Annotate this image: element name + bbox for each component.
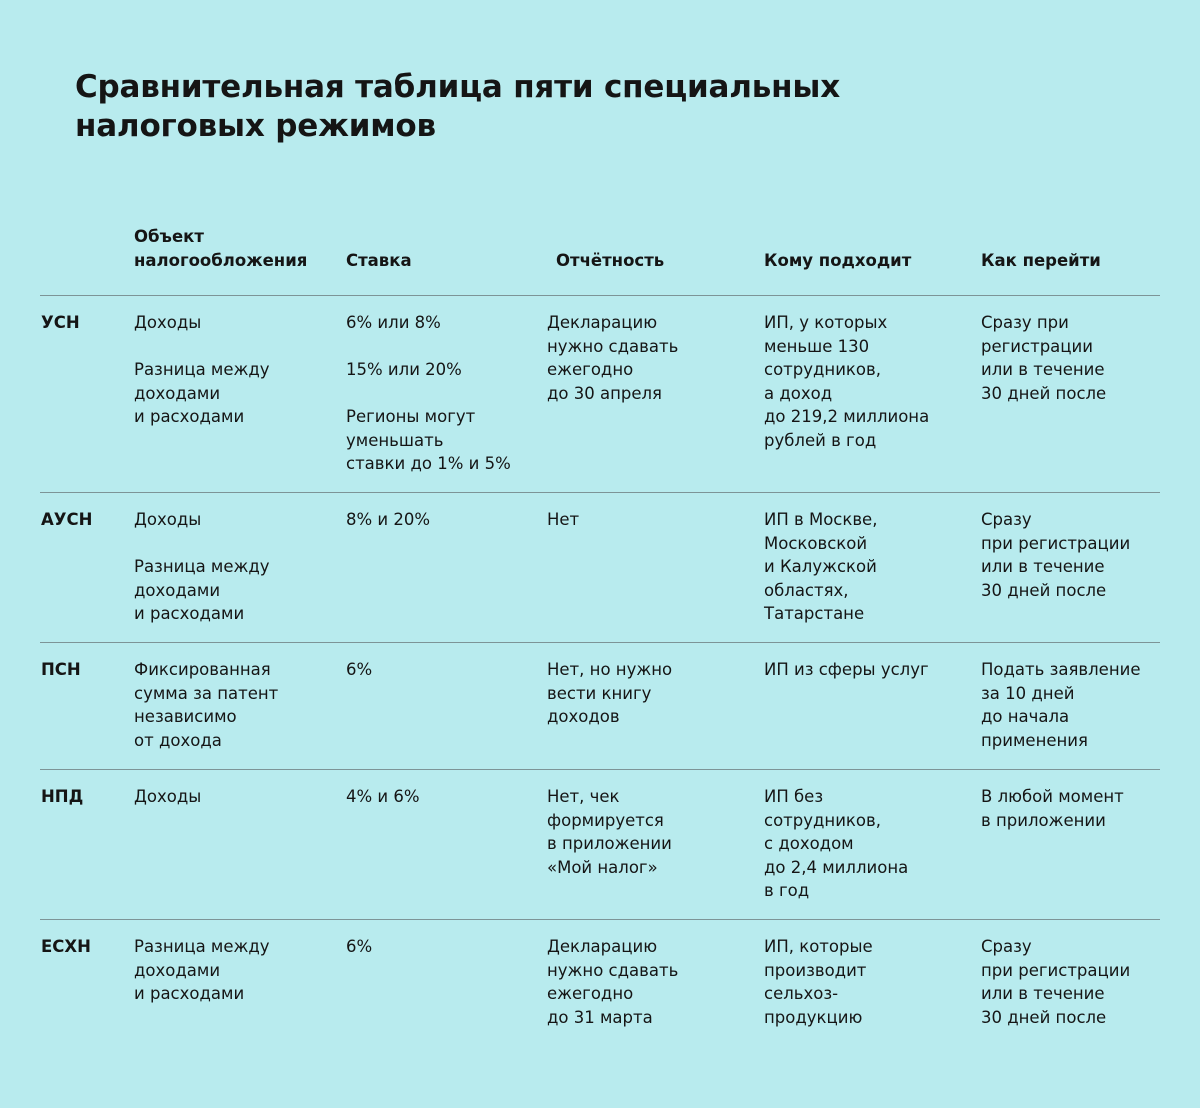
cell-switch (981, 311, 1106, 405)
cell-text-line: ИП в Москве, (764, 510, 878, 529)
cell-text-line: в год (764, 881, 810, 900)
cell-switch (981, 508, 1130, 602)
cell-text-line: Декларацию (547, 937, 658, 956)
cell-object (134, 508, 270, 626)
cell-text-line: доходов (547, 707, 620, 726)
column-header-suits: Кому подходит (764, 251, 912, 270)
cell-reporting (547, 935, 678, 1029)
cell-reporting (547, 508, 579, 532)
cell-rate (346, 311, 511, 476)
cell-paragraph (346, 405, 511, 476)
cell-text-line: сельхоз- (764, 984, 839, 1003)
cell-object (134, 658, 278, 752)
cell-paragraph (981, 785, 1124, 832)
cell-paragraph (764, 311, 929, 452)
cell-text-line: рублей в год (764, 430, 877, 450)
cell-paragraph (764, 658, 929, 682)
row-divider (40, 492, 1160, 493)
cell-paragraph (764, 935, 873, 1029)
cell-text-line: уменьшать (346, 430, 444, 450)
cell-text-line: ИП, у которых (764, 313, 888, 332)
cell-suits (764, 935, 873, 1029)
cell-text-line: Фиксированная (134, 660, 271, 679)
cell-paragraph (134, 358, 270, 429)
cell-text-line: Сразу (981, 510, 1032, 529)
cell-text-line: Татарстане (764, 604, 865, 623)
cell-text-line: до начала (981, 707, 1070, 726)
cell-text-line: Московской (764, 533, 868, 553)
cell-paragraph (764, 785, 908, 903)
cell-text-line: или в течение (981, 984, 1105, 1003)
regime-name: ПСН (41, 660, 81, 679)
cell-paragraph (346, 935, 372, 959)
cell-rate (346, 508, 430, 532)
cell-text-line: продукцию (764, 1007, 863, 1027)
cell-switch (981, 935, 1130, 1029)
cell-switch (981, 658, 1141, 752)
cell-text-line: В любой момент (981, 787, 1124, 806)
cell-paragraph (134, 508, 270, 532)
cell-suits (764, 785, 908, 903)
cell-text-line: 30 дней после (981, 1007, 1107, 1027)
cell-object (134, 311, 270, 429)
cell-text-line: формируется (547, 810, 664, 830)
cell-paragraph (134, 658, 278, 752)
cell-text-line: ежегодно (547, 984, 634, 1003)
cell-text-line: «Мой налог» (547, 857, 658, 877)
cell-text-line: 6% или 8% (346, 313, 441, 332)
cell-text-line: ИП из сферы услуг (764, 660, 929, 679)
cell-switch (981, 785, 1124, 832)
cell-reporting (547, 658, 672, 729)
cell-text-line: доходами (134, 383, 221, 403)
cell-text-line: или в течение (981, 360, 1105, 379)
cell-object (134, 785, 201, 809)
cell-text-line: и Калужской (764, 557, 877, 576)
cell-text-line: областях, (764, 580, 849, 600)
cell-paragraph (134, 785, 201, 809)
cell-paragraph (981, 311, 1106, 405)
column-header-rate: Ставка (346, 251, 412, 270)
cell-text-line: Сразу (981, 937, 1032, 956)
cell-text-line: с доходом (764, 834, 854, 853)
regime-name: УСН (41, 313, 80, 332)
cell-text-line: Разница между (134, 937, 270, 956)
cell-text-line: за 10 дней (981, 683, 1075, 703)
row-divider (40, 919, 1160, 920)
cell-text-line: доходами (134, 960, 221, 980)
cell-text-line: Нет, чек (547, 787, 620, 806)
cell-text-line: ежегодно (547, 360, 634, 379)
cell-text-line: нужно сдавать (547, 960, 679, 980)
cell-paragraph (981, 935, 1130, 1029)
cell-text-line: до 30 апреля (547, 383, 662, 403)
cell-paragraph (981, 658, 1141, 752)
cell-text-line: или в течение (981, 557, 1105, 576)
cell-text-line: Сразу при (981, 313, 1069, 332)
cell-paragraph (346, 358, 511, 382)
cell-suits (764, 508, 877, 626)
row-divider (40, 642, 1160, 643)
regime-name: АУСН (41, 510, 93, 529)
cell-text-line: Регионы могут (346, 407, 476, 426)
page-title (75, 68, 975, 146)
cell-suits (764, 658, 929, 682)
cell-text-line: регистрации (981, 336, 1093, 356)
cell-text-line: а доход (764, 383, 833, 403)
cell-paragraph (346, 311, 511, 335)
cell-text-line: 6% (346, 660, 373, 679)
cell-paragraph (547, 785, 672, 879)
column-header-object-line-2: налогообложения (134, 250, 308, 270)
cell-text-line: вести книгу (547, 683, 652, 703)
cell-text-line: до 219,2 миллиона (764, 407, 930, 426)
regime-name: ЕСХН (41, 937, 91, 956)
cell-reporting (547, 311, 678, 405)
cell-text-line: от дохода (134, 730, 222, 750)
cell-reporting (547, 785, 672, 879)
cell-text-line: Подать заявление (981, 660, 1141, 679)
cell-text-line: 6% (346, 937, 373, 956)
cell-text-line: Доходы (134, 313, 202, 332)
cell-text-line: при регистрации (981, 960, 1131, 980)
cell-rate (346, 785, 420, 809)
cell-paragraph (346, 658, 372, 682)
cell-paragraph (547, 935, 678, 1029)
cell-text-line: ИП без (764, 787, 824, 806)
cell-text-line: применения (981, 730, 1088, 750)
cell-text-line: в приложении (981, 810, 1106, 830)
cell-suits (764, 311, 929, 452)
cell-text-line: и расходами (134, 984, 245, 1003)
row-divider (40, 295, 1160, 296)
cell-rate (346, 935, 372, 959)
row-divider (40, 769, 1160, 770)
cell-text-line: доходами (134, 580, 221, 600)
cell-text-line: Декларацию (547, 313, 658, 332)
cell-paragraph (981, 508, 1130, 602)
cell-paragraph (346, 785, 420, 809)
cell-text-line: 8% и 20% (346, 510, 431, 529)
cell-text-line: до 2,4 миллиона (764, 857, 909, 877)
cell-text-line: 4% и 6% (346, 787, 420, 806)
cell-text-line: сумма за патент (134, 683, 279, 703)
cell-paragraph (547, 508, 579, 532)
cell-text-line: независимо (134, 707, 237, 726)
cell-paragraph (134, 935, 270, 1006)
cell-rate (346, 658, 372, 682)
cell-paragraph (134, 311, 270, 335)
regime-name: НПД (41, 787, 84, 806)
cell-text-line: 30 дней после (981, 383, 1107, 403)
cell-text-line: производит (764, 960, 867, 980)
cell-text-line: сотрудников, (764, 360, 881, 379)
cell-paragraph (346, 508, 430, 532)
cell-text-line: и расходами (134, 604, 245, 623)
cell-text-line: в приложении (547, 834, 672, 853)
cell-text-line: Нет, но нужно (547, 660, 673, 679)
cell-text-line: и расходами (134, 407, 245, 426)
cell-text-line: Нет (547, 510, 580, 529)
cell-paragraph (764, 508, 877, 626)
cell-text-line: ИП, которые (764, 937, 873, 956)
cell-text-line: 30 дней после (981, 580, 1107, 600)
column-header-object (134, 225, 307, 272)
cell-text-line: до 31 марта (547, 1007, 653, 1027)
cell-object (134, 935, 270, 1006)
cell-text-line: 15% или 20% (346, 360, 462, 379)
page-title-line-2: налоговых режимов (75, 108, 436, 144)
cell-text-line: ставки до 1% и 5% (346, 454, 511, 473)
column-header-object-line-1: Объект (134, 227, 204, 246)
cell-text-line: меньше 130 (764, 336, 870, 356)
cell-text-line: Доходы (134, 510, 202, 529)
page-title-line-1: Сравнительная таблица пяти специальных (75, 69, 840, 105)
cell-text-line: Доходы (134, 787, 202, 806)
cell-paragraph (134, 555, 270, 626)
cell-text-line: сотрудников, (764, 810, 881, 830)
cell-text-line: нужно сдавать (547, 336, 679, 356)
cell-paragraph (547, 311, 678, 405)
column-header-switch: Как перейти (981, 251, 1101, 270)
column-header-reporting: Отчётность (556, 251, 665, 270)
cell-text-line: Разница между (134, 557, 270, 576)
cell-text-line: при регистрации (981, 533, 1131, 553)
cell-text-line: Разница между (134, 360, 270, 379)
cell-paragraph (547, 658, 672, 729)
